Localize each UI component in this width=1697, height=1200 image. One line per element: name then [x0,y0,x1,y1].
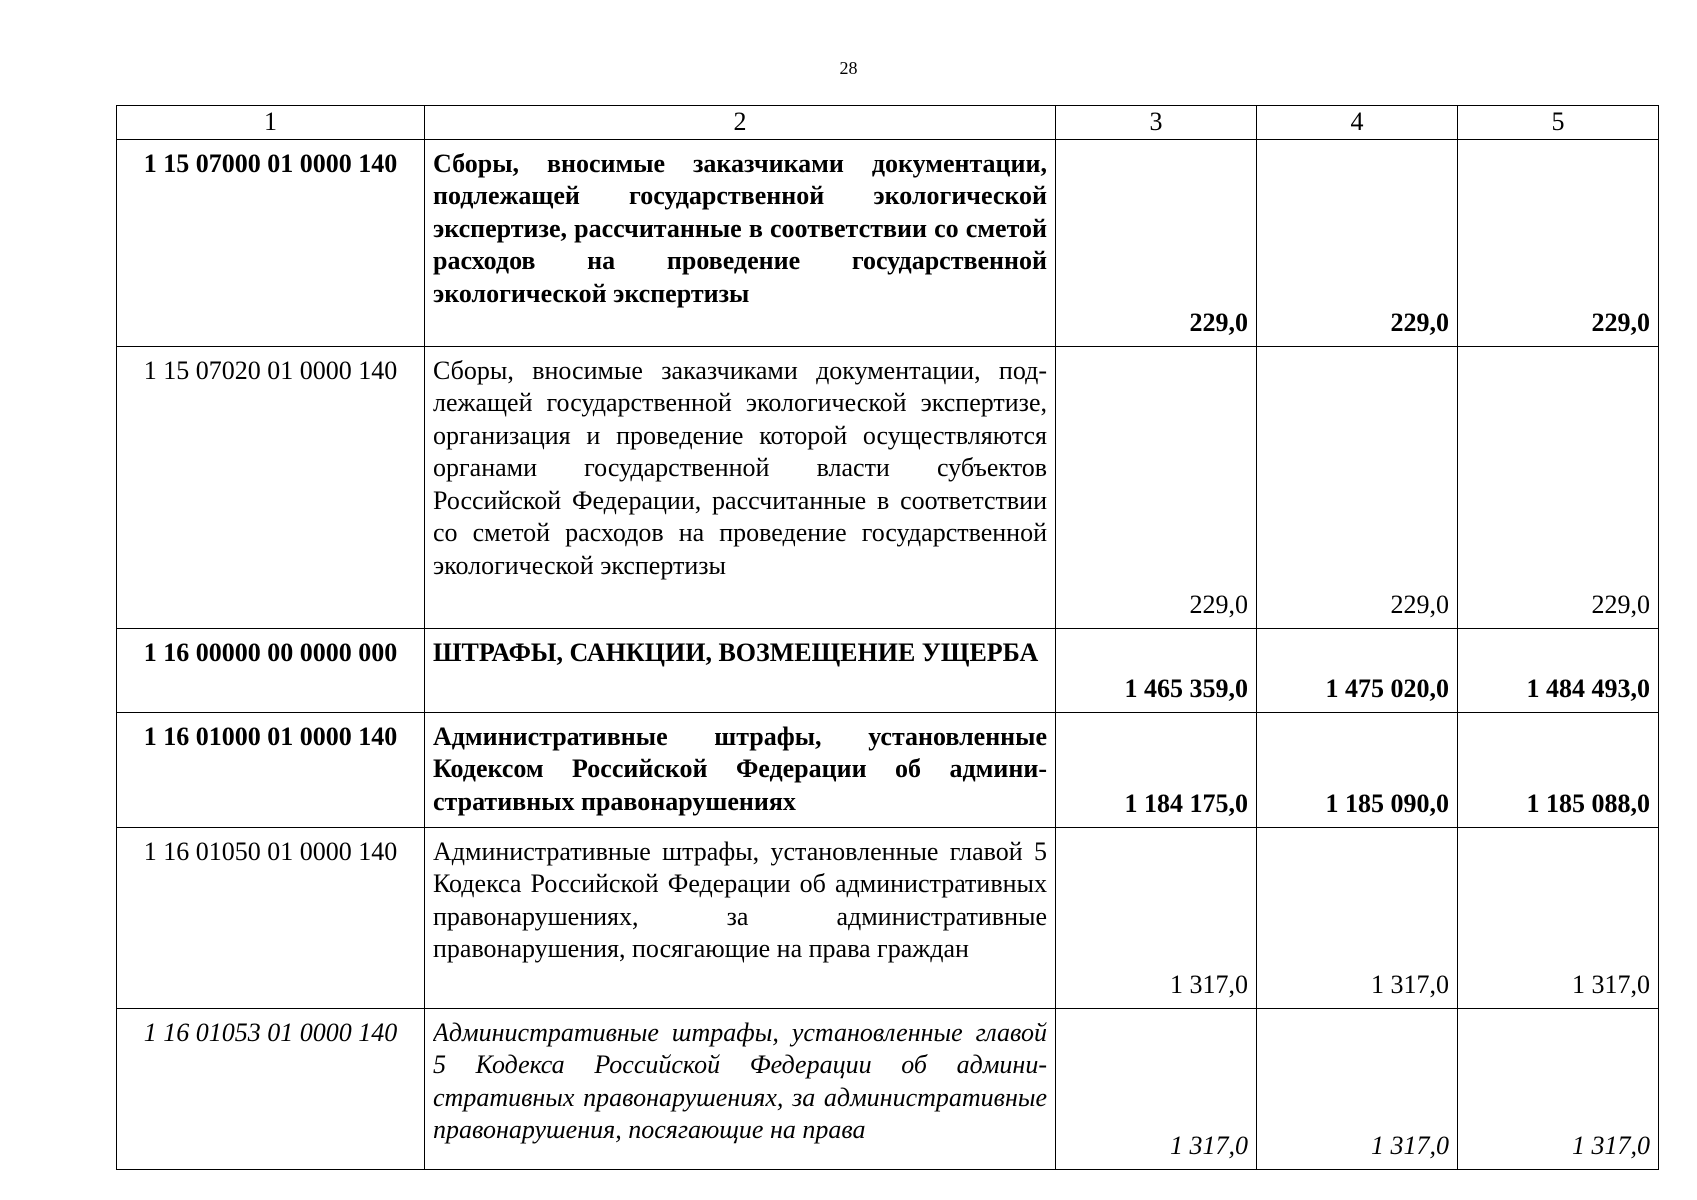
column-header-5: 5 [1458,106,1659,140]
row-name: Административные штрафы, установленные Кодексом Российской Федерации об административных правонарушениях [425,712,1056,827]
column-header-1: 1 [117,106,425,140]
row-value-5: 1 317,0 [1458,827,1659,1008]
row-value-3: 229,0 [1056,346,1257,628]
table-row [117,712,1659,827]
table-row [117,1008,1659,1169]
row-value-3: 1 317,0 [1056,1008,1257,1169]
row-value-4: 229,0 [1257,139,1458,346]
row-code: 1 16 01000 01 0000 140 [117,712,425,827]
row-name-text: Административные штрафы, установленные главой 5 Кодекса Российской Федерации об административных правонарушениях, за административные правонарушения, посягающие на права [433,1017,1047,1144]
row-value-5: 1 185 088,0 [1458,712,1659,827]
row-code: 1 16 01053 01 0000 140 [117,1008,425,1169]
row-value-3: 1 465 359,0 [1056,628,1257,712]
row-value-3: 1 317,0 [1056,827,1257,1008]
row-value-4: 1 317,0 [1257,1008,1458,1169]
row-name: Сборы, вносимые заказчиками документации, подлежащей государственной экологической экспертизе, рассчитанные в соответствии со сметой расходов на проведение государственной экологической экспертизы [425,139,1056,346]
table-row [117,628,1659,712]
row-value-5: 229,0 [1458,139,1659,346]
row-value-4: 1 475 020,0 [1257,628,1458,712]
row-name: Сборы, вносимые заказчиками документации, подлежащей государственной экологической экспертизе, организация и проведение которой осуществляются органами государственной власти субъектов Российской Федерации, рассчитанные в соответствии со сметой расходов на проведение государственной экологической экспертизы [425,346,1056,628]
column-header-3: 3 [1056,106,1257,140]
table-header-row [117,106,1659,140]
table-row [117,346,1659,628]
row-value-3: 229,0 [1056,139,1257,346]
budget-revenue-table [116,105,1659,1170]
column-header-2: 2 [425,106,1056,140]
row-code: 1 15 07000 01 0000 140 [117,139,425,346]
row-code: 1 15 07020 01 0000 140 [117,346,425,628]
row-name [425,1008,1056,1169]
row-value-4: 1 185 090,0 [1257,712,1458,827]
row-value-5: 1 484 493,0 [1458,628,1659,712]
table-row [117,139,1659,346]
row-value-5: 229,0 [1458,346,1659,628]
row-name: Административные штрафы, установленные главой 5 Кодекса Российской Федерации об административных правонарушениях, за административные правонарушения, посягающие на права граждан [425,827,1056,1008]
row-value-4: 229,0 [1257,346,1458,628]
row-value-3: 1 184 175,0 [1056,712,1257,827]
column-header-4: 4 [1257,106,1458,140]
row-code: 1 16 00000 00 0000 000 [117,628,425,712]
table-row [117,827,1659,1008]
row-name: ШТРАФЫ, САНКЦИИ, ВОЗМЕЩЕНИЕ УЩЕРБА [425,628,1056,712]
row-value-4: 1 317,0 [1257,827,1458,1008]
row-value-5: 1 317,0 [1458,1008,1659,1169]
page-number: 28 [839,58,858,78]
row-code: 1 16 01050 01 0000 140 [117,827,425,1008]
